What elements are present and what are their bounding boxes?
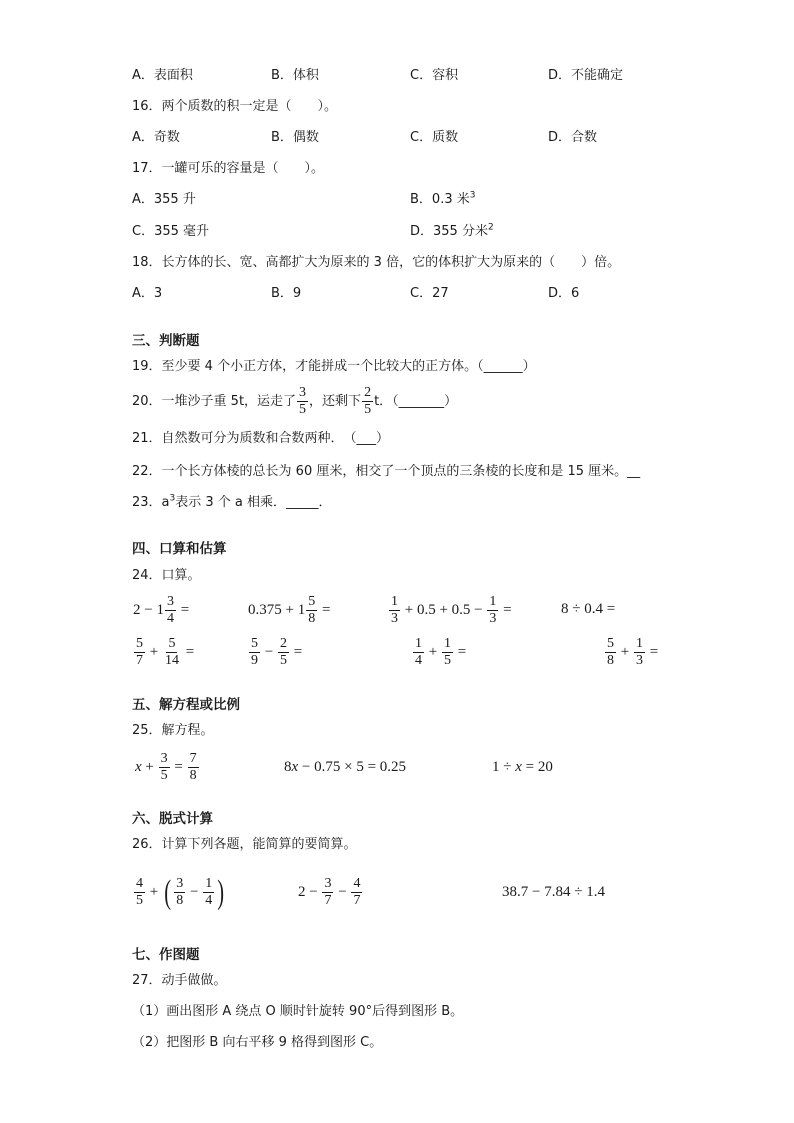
q24-stem: 24．口算。: [132, 568, 201, 583]
q17-stem: 17．一罐可乐的容量是（ ）。: [132, 161, 325, 176]
q20: 20．一堆沙子重 5t，运走了 $\frac{3}{5}$ ，还剩下 $\frac{2}{5}$ t．（_______）: [132, 385, 458, 417]
q20-fraction-1: $\frac{3}{5}$: [299, 385, 307, 417]
oral-expr-5: $\frac{5}{7}$ + $\frac{5}{14}$ =: [136, 636, 195, 669]
q17-option-a: A．355 升: [132, 192, 196, 207]
q19: 19．至少要 4 个小正方体，才能拼成一个比较大的正方体。（______）: [132, 359, 536, 374]
q16-option-c: C．质数: [410, 130, 459, 145]
q18-option-a: A．3: [132, 286, 163, 301]
q23: 23．$a^3$表示 3 个 a 相乘．_____．: [132, 493, 332, 510]
q16-option-b: B．偶数: [271, 130, 319, 145]
q21: 21．自然数可分为质数和合数两种． （___）: [132, 431, 390, 446]
oral-expr-3: $\frac{1}{3}$ + 0.5 + 0.5 − $\frac{1}{3}$ =: [391, 594, 512, 627]
oral-expr-4: 8 ÷ 0.4 =: [561, 601, 616, 617]
section-7-title: 七、作图题: [132, 947, 200, 963]
oral-expr-8: $\frac{5}{8}$ + $\frac{1}{3}$ =: [607, 636, 659, 669]
q20-fraction-2: $\frac{2}{5}$: [364, 385, 372, 417]
equation-1: x + $\frac{3}{5}$ = $\frac{7}{8}$: [135, 751, 197, 784]
q17-option-c: C．355 毫升: [132, 224, 210, 239]
section-3-title: 三、判断题: [132, 333, 200, 349]
q17-option-d: D．355 分米$^2$: [410, 222, 494, 239]
oral-expr-1: 2 − 1 $\frac{3}{4}$ =: [133, 594, 190, 627]
q17-option-b: B．0.3 米$^3$: [410, 190, 476, 207]
q15-option-b: B．体积: [271, 68, 319, 83]
q18-option-b: B．9: [271, 286, 302, 301]
oral-expr-2: 0.375 + 1 $\frac{5}{8}$ =: [248, 594, 331, 627]
q27-part-1: （1）画出图形 A 绕点 O 顺时针旋转 90°后得到图形 B。: [132, 1004, 464, 1019]
q18-stem: 18．长方体的长、宽、高都扩大为原来的 3 倍，它的体积扩大为原来的（ ）倍。: [132, 255, 621, 270]
calc-expr-3: 38.7 − 7.84 ÷ 1.4: [502, 884, 605, 900]
section-6-title: 六、脱式计算: [132, 811, 213, 827]
q27-stem: 27．动手做做。: [132, 973, 227, 988]
calc-expr-2: 2 − $\frac{3}{7}$ − $\frac{4}{7}$: [298, 876, 361, 909]
q18-option-d: D．6: [548, 286, 580, 301]
q25-stem: 25．解方程。: [132, 723, 214, 738]
oral-expr-6: $\frac{5}{9}$ − $\frac{2}{5}$ =: [251, 636, 303, 669]
q27-part-2: （2）把图形 B 向右平移 9 格得到图形 C。: [132, 1035, 383, 1050]
q16-stem: 16．两个质数的积一定是（ ）。: [132, 99, 338, 114]
section-4-title: 四、口算和估算: [132, 541, 227, 557]
q26-stem: 26．计算下列各题，能简算的要简算。: [132, 837, 357, 852]
q18-option-c: C．27: [410, 286, 449, 301]
q15-option-c: C．容积: [410, 68, 459, 83]
q16-option-d: D．合数: [548, 130, 598, 145]
q22: 22．一个长方体棱的总长为 60 厘米，相交了一个顶点的三条棱的长度和是 15 厘米。__: [132, 464, 641, 479]
calc-expr-1: $\frac{4}{5}$ + ( $\frac{3}{8}$ − $\frac{1}{4}$ ): [136, 873, 225, 911]
q16-option-a: A．奇数: [132, 130, 180, 145]
q15-option-a: A．表面积: [132, 68, 193, 83]
section-5-title: 五、解方程或比例: [132, 697, 240, 713]
oral-expr-7: $\frac{1}{4}$ + $\frac{1}{5}$ =: [415, 636, 467, 669]
equation-2: 8x − 0.75 × 5 = 0.25: [284, 759, 407, 775]
equation-3: 1 ÷ x = 20: [492, 759, 553, 775]
q15-option-d: D．不能确定: [548, 68, 624, 83]
